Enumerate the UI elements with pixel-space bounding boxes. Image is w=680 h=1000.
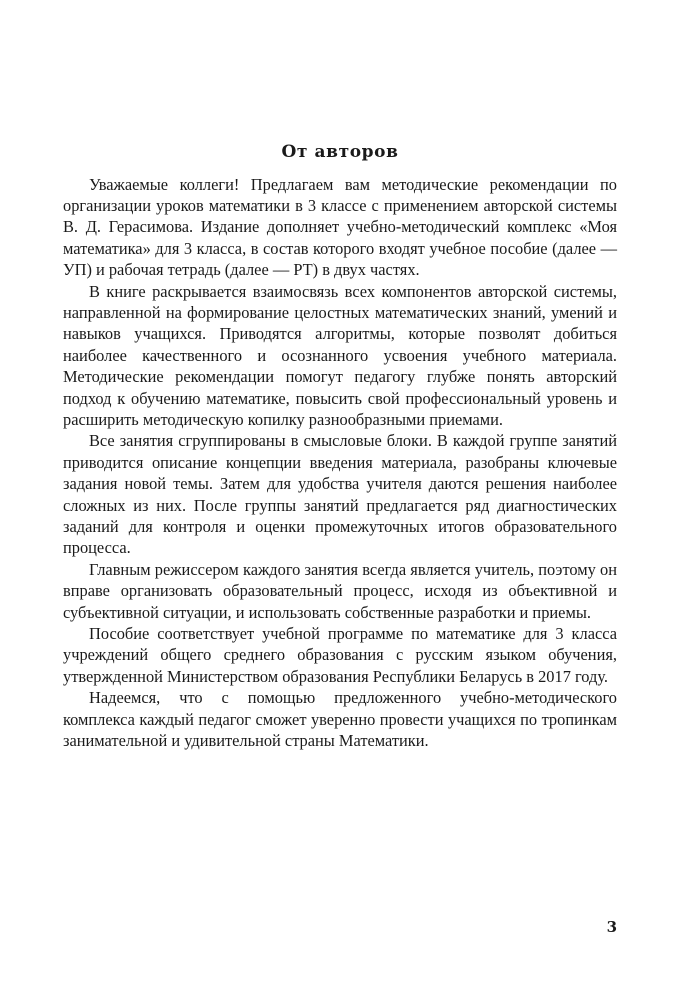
page-number: 3: [606, 918, 617, 936]
page-title: От авторов: [281, 142, 399, 162]
paragraph-2: В книге раскрывается взаимосвязь всех компонентов авторской системы, направленной на формирование целостных математических знаний, умений и навыков учащихся. Приводятся алгоритмы, которые позволят добиться наиболее качественного и осознанного усвоения учебного материала. Методические рекомендации помогут педагогу глубже понять авторский подход к обучению математике, повысить свой профессиональный уровень и расширить методическую копилку разнообразными приемами.: [63, 281, 617, 430]
paragraph-5: Пособие соответствует учебной программе по математике для 3 класса учреждений общего среднего образования с русским языком обучения, утвержденной Министерством образования Республики Беларусь в 2017 году.: [63, 624, 617, 686]
paragraph-6: Надеемся, что с помощью предложенного учебно-методического комплекса каждый педагог сможет уверенно провести учащихся по тропинкам занимательной и удивительной страны Математики.: [63, 688, 617, 751]
paragraph-4: Главным режиссером каждого занятия всегда является учитель, поэтому он вправе организовать образовательный процесс, исходя из объективной и субъективной ситуации, и использовать собственные разработки и приемы.: [63, 559, 617, 622]
body-text-container: [63, 174, 617, 752]
paragraph-1: Уважаемые коллеги! Предлагаем вам методические рекомендации по организации уроков математики в 3 классе с применением авторской системы В. Д. Герасимова. Издание дополняет учебно-методический комплекс «Моя математика» для 3 класса, в состав которого входят учебное пособие (далее — УП) и рабочая тетрадь (далее — РТ) в двух частях.: [63, 174, 617, 280]
page-content: [63, 143, 617, 752]
paragraph-3: Все занятия сгруппированы в смысловые блоки. В каждой группе занятий приводится описание концепции введения материала, разобраны ключевые задания новой темы. Затем для удобства учителя даются решения наиболее сложных из них. После группы занятий предлагается ряд диагностических заданий для контроля и оценки промежуточных итогов образовательного процесса.: [63, 431, 617, 558]
